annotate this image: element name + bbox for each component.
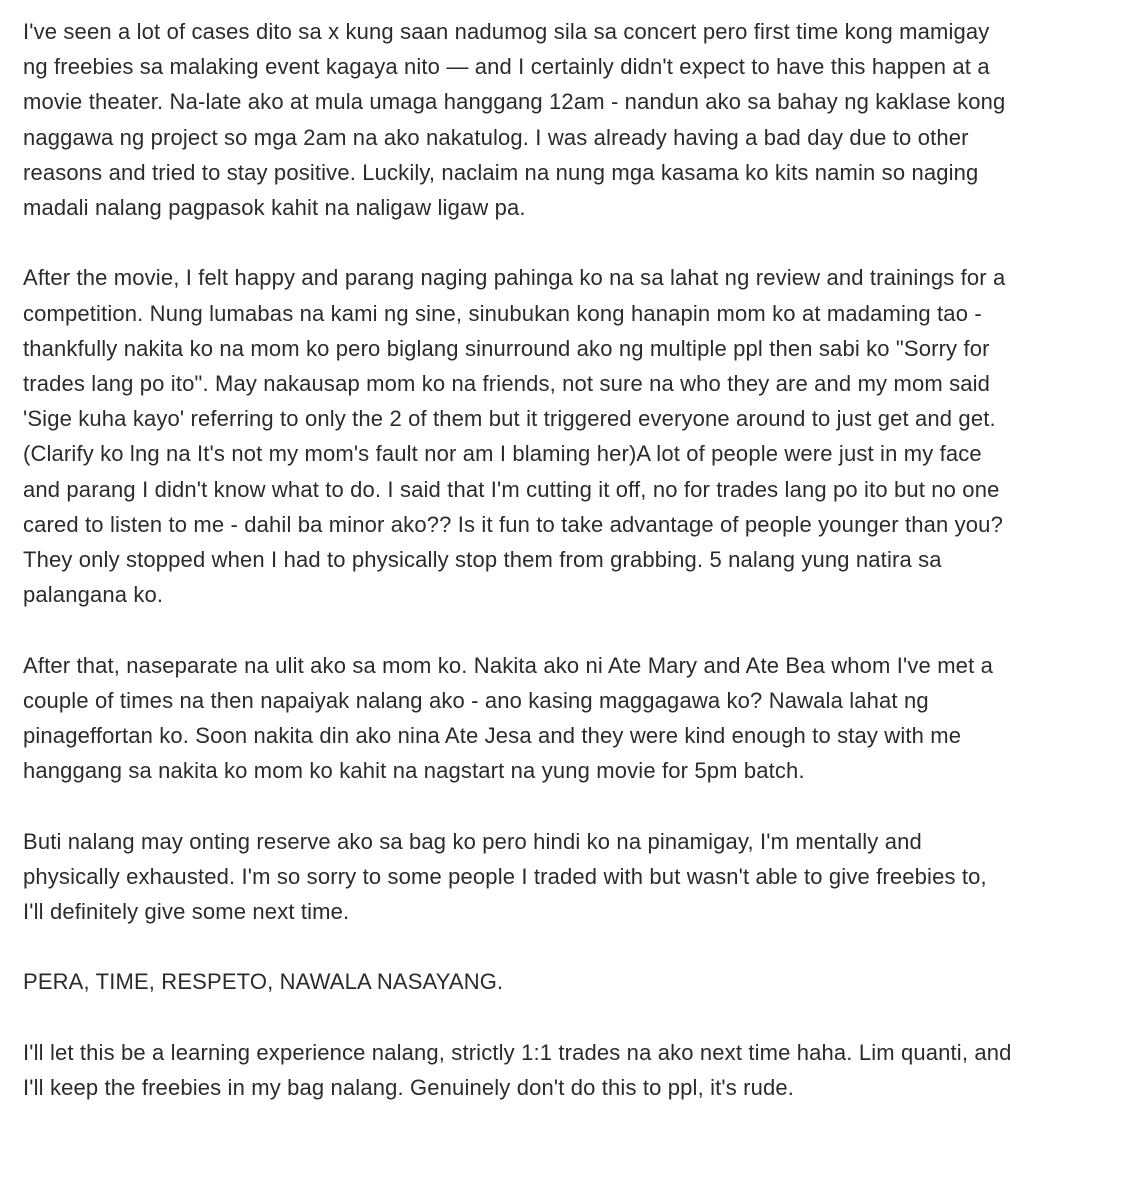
text-line: I've seen a lot of cases dito sa x kung saan nadumog sila sa concert pero first time kong mamigay xyxy=(23,19,990,44)
text-line: ng freebies sa malaking event kagaya nito — and I certainly didn't expect to have this happen at a xyxy=(23,54,990,80)
text-line: trades lang po ito". May nakausap mom ko na friends, not sure na who they are and my mom said xyxy=(23,371,991,397)
text-line: and parang I didn't know what to do. I said that I'm cutting it off, no for trades lang po ito but no one xyxy=(23,476,1000,502)
paragraph-summary xyxy=(23,964,1110,999)
text-line: After the movie, I felt happy and parang naging pahinga ko na sa lahat ng review and trainings for a xyxy=(23,265,1006,291)
text-line: I'll let this be a learning experience nalang, strictly 1:1 trades na ako next time haha. Lim quanti, and xyxy=(23,1039,1012,1065)
text-line: naggawa ng project so mga 2am na ako nakatulog. I was already having a bad day due to other xyxy=(23,124,969,150)
paragraph-after-movie xyxy=(23,260,1110,612)
text-line: physically exhausted. I'm so sorry to some people I traded with but wasn't able to give freebies to, xyxy=(23,863,987,889)
text-line: pinageffortan ko. Soon nakita din ako nina Ate Jesa and they were kind enough to stay with me xyxy=(23,723,962,749)
paragraph-reserve xyxy=(23,824,1110,930)
text-line: They only stopped when I had to physically stop them from grabbing. 5 nalang yung natira sa xyxy=(23,547,942,573)
text-line: couple of times na then napaiyak nalang ako - ano kasing maggagawa ko? Nawala lahat ng xyxy=(23,687,929,713)
text-line: 'Sige kuha kayo' referring to only the 2 of them but it triggered everyone around to just get and get. xyxy=(23,406,996,432)
text-line: palangana ko. xyxy=(23,582,164,608)
text-line: Buti nalang may onting reserve ako sa bag ko pero hindi ko na pinamigay, I'm mentally and xyxy=(23,828,922,854)
text-line: hanggang sa nakita ko mom ko kahit na nagstart na yung movie for 5pm batch. xyxy=(23,758,805,784)
text-line: cared to listen to me - dahil ba minor ako?? Is it fun to take advantage of people younger than you? xyxy=(23,511,1003,537)
text-line: PERA, TIME, RESPETO, NAWALA NASAYANG. xyxy=(23,969,504,995)
text-line: (Clarify ko lng na It's not my mom's fault nor am I blaming her)A lot of people were just in my face xyxy=(23,441,982,467)
text-line: I'll definitely give some next time. xyxy=(23,899,350,925)
text-line: After that, naseparate na ulit ako sa mom ko. Nakita ako ni Ate Mary and Ate Bea whom I've met a xyxy=(23,652,993,678)
text-line: movie theater. Na-late ako at mula umaga hanggang 12am - nandun ako sa bahay ng kaklase kong xyxy=(23,89,1006,115)
paragraph-intro xyxy=(23,14,1110,225)
text-line: competition. Nung lumabas na kami ng sine, sinubukan kong hanapin mom ko at madaming tao - xyxy=(23,300,982,326)
text-line: madali nalang pagpasok kahit na naligaw ligaw pa. xyxy=(23,195,526,221)
paragraph-closing xyxy=(23,1035,1110,1105)
text-line: thankfully nakita ko na mom ko pero biglang sinurround ako ng multiple ppl then sabi ko "Sorry for xyxy=(23,335,990,361)
text-line: reasons and tried to stay positive. Luckily, naclaim na nung mga kasama ko kits namin so naging xyxy=(23,159,979,185)
paragraph-separated xyxy=(23,648,1110,789)
text-line: I'll keep the freebies in my bag nalang. Genuinely don't do this to ppl, it's rude. xyxy=(23,1075,795,1101)
